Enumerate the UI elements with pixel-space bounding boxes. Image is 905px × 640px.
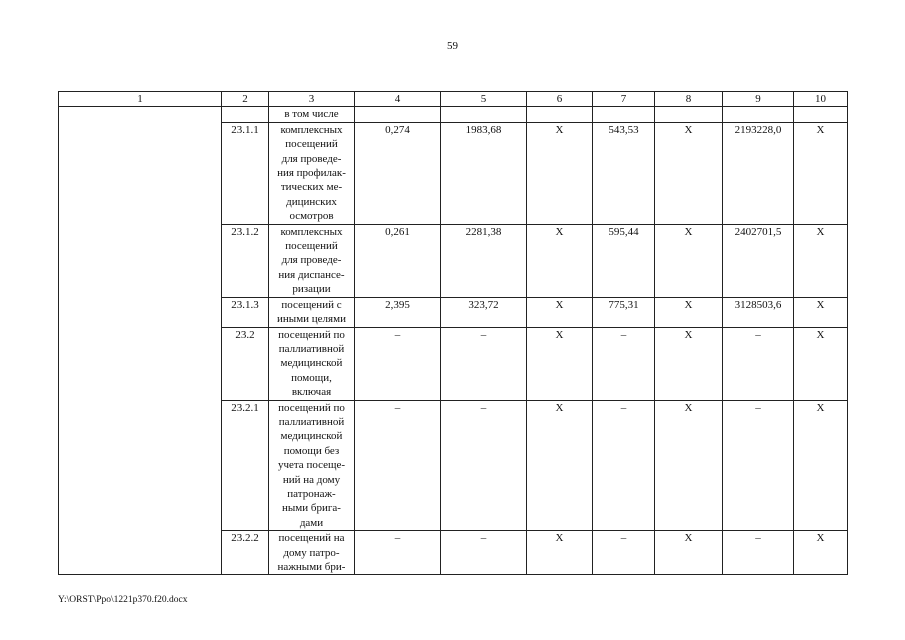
value-cell-c9: 3128503,6 [723,297,794,327]
value-cell-c7: – [593,400,655,531]
row-name-line: включая [291,386,332,399]
value-cell-c7: 775,31 [593,297,655,327]
row-code-cell: 23.2.1 [222,400,269,531]
value-cell-c7 [593,107,655,122]
category-cell [59,107,222,575]
value-cell-c6: X [527,122,593,224]
row-name-cell [269,297,355,327]
value-cell-c10 [794,107,848,122]
value-cell-c10: X [794,122,848,224]
row-name-cell [269,122,355,224]
row-code-cell: 23.1.1 [222,122,269,224]
row-code-cell: 23.1.3 [222,297,269,327]
value-cell-c5: – [441,400,527,531]
value-cell-c10: X [794,400,848,531]
value-cell-c8: X [655,400,723,531]
row-name-cell [269,107,355,122]
row-name-line: в том числе [284,108,339,121]
header-cell: 9 [723,92,794,107]
data-table [58,91,848,575]
value-cell-c7: – [593,327,655,400]
row-name-cell [269,531,355,575]
row-name-line: помощи без [283,444,340,457]
value-cell-c10: X [794,297,848,327]
value-cell-c8: X [655,297,723,327]
value-cell-c9: 2402701,5 [723,224,794,297]
value-cell-c6 [527,107,593,122]
value-cell-c5: – [441,327,527,400]
row-name-line: медицинской [280,357,343,370]
value-cell-c7: – [593,531,655,575]
value-cell-c5: 323,72 [441,297,527,327]
value-cell-c5 [441,107,527,122]
value-cell-c10: X [794,531,848,575]
row-name-line: посещений с [281,298,342,311]
row-name-line: посещений [285,240,338,253]
header-cell: 10 [794,92,848,107]
value-cell-c4: 0,274 [355,122,441,224]
value-cell-c10: X [794,327,848,400]
value-cell-c4 [355,107,441,122]
value-cell-c8: X [655,531,723,575]
value-cell-c6: X [527,327,593,400]
value-cell-c8: X [655,122,723,224]
value-cell-c4: 2,395 [355,297,441,327]
row-name-line: ными брига- [282,502,341,515]
row-name-line: помощи, [291,371,332,384]
value-cell-c6: X [527,400,593,531]
row-name-line: дами [299,516,324,529]
row-name-line: патронаж- [287,487,336,500]
page-number: 59 [447,40,458,52]
row-name-line: ризации [292,283,331,296]
table-row [59,107,848,122]
value-cell-c7: 595,44 [593,224,655,297]
row-name-line: посещений по [278,328,345,341]
row-name-cell [269,224,355,297]
value-cell-c8 [655,107,723,122]
header-cell: 7 [593,92,655,107]
header-row [59,92,848,107]
value-cell-c6: X [527,297,593,327]
value-cell-c4: – [355,531,441,575]
header-cell: 8 [655,92,723,107]
row-name-line: ния диспансе- [278,268,345,281]
row-name-line: для проведе- [281,152,342,165]
header-cell: 2 [222,92,269,107]
value-cell-c6: X [527,224,593,297]
value-cell-c5: 2281,38 [441,224,527,297]
row-name-line: учета посеще- [277,459,346,472]
row-name-line: дицинских [286,195,337,208]
value-cell-c4: – [355,327,441,400]
header-cell: 1 [59,92,222,107]
value-cell-c9: 2193228,0 [723,122,794,224]
header-cell: 4 [355,92,441,107]
table-body [59,92,848,575]
value-cell-c10: X [794,224,848,297]
row-name-line: иными целями [277,313,346,326]
row-name-line: тических ме- [280,181,343,194]
header-cell: 5 [441,92,527,107]
row-name-line: посещений [285,138,338,151]
value-cell-c7: 543,53 [593,122,655,224]
header-cell: 6 [527,92,593,107]
value-cell-c9: – [723,327,794,400]
value-cell-c4: 0,261 [355,224,441,297]
value-cell-c9: – [723,400,794,531]
row-name-cell [269,327,355,400]
row-name-line: для проведе- [281,254,342,267]
footer-file-path: Y:\ORST\Ppo\1221p370.f20.docx [58,595,188,605]
row-name-line: посещений на [278,532,345,545]
value-cell-c4: – [355,400,441,531]
row-name-line: нажными бри- [277,561,346,573]
row-name-line: осмотров [289,210,334,223]
row-name-line: дому патро- [283,546,340,559]
row-code-cell [222,107,269,122]
row-name-line: комплексных [280,123,343,136]
value-cell-c9: – [723,531,794,575]
row-name-line: паллиативной [278,342,345,355]
value-cell-c9 [723,107,794,122]
row-name-line: ния профилак- [277,167,346,180]
row-name-line: медицинской [280,430,343,443]
row-code-cell: 23.2.2 [222,531,269,575]
row-name-line: комплексных [280,225,343,238]
value-cell-c5: 1983,68 [441,122,527,224]
header-cell: 3 [269,92,355,107]
row-name-line: посещений по [278,401,345,414]
row-name-line: ний на дому [282,473,341,486]
row-code-cell: 23.2 [222,327,269,400]
value-cell-c8: X [655,224,723,297]
value-cell-c8: X [655,327,723,400]
value-cell-c5: – [441,531,527,575]
row-name-line: паллиативной [278,415,345,428]
value-cell-c6: X [527,531,593,575]
row-name-cell [269,400,355,531]
row-code-cell: 23.1.2 [222,224,269,297]
